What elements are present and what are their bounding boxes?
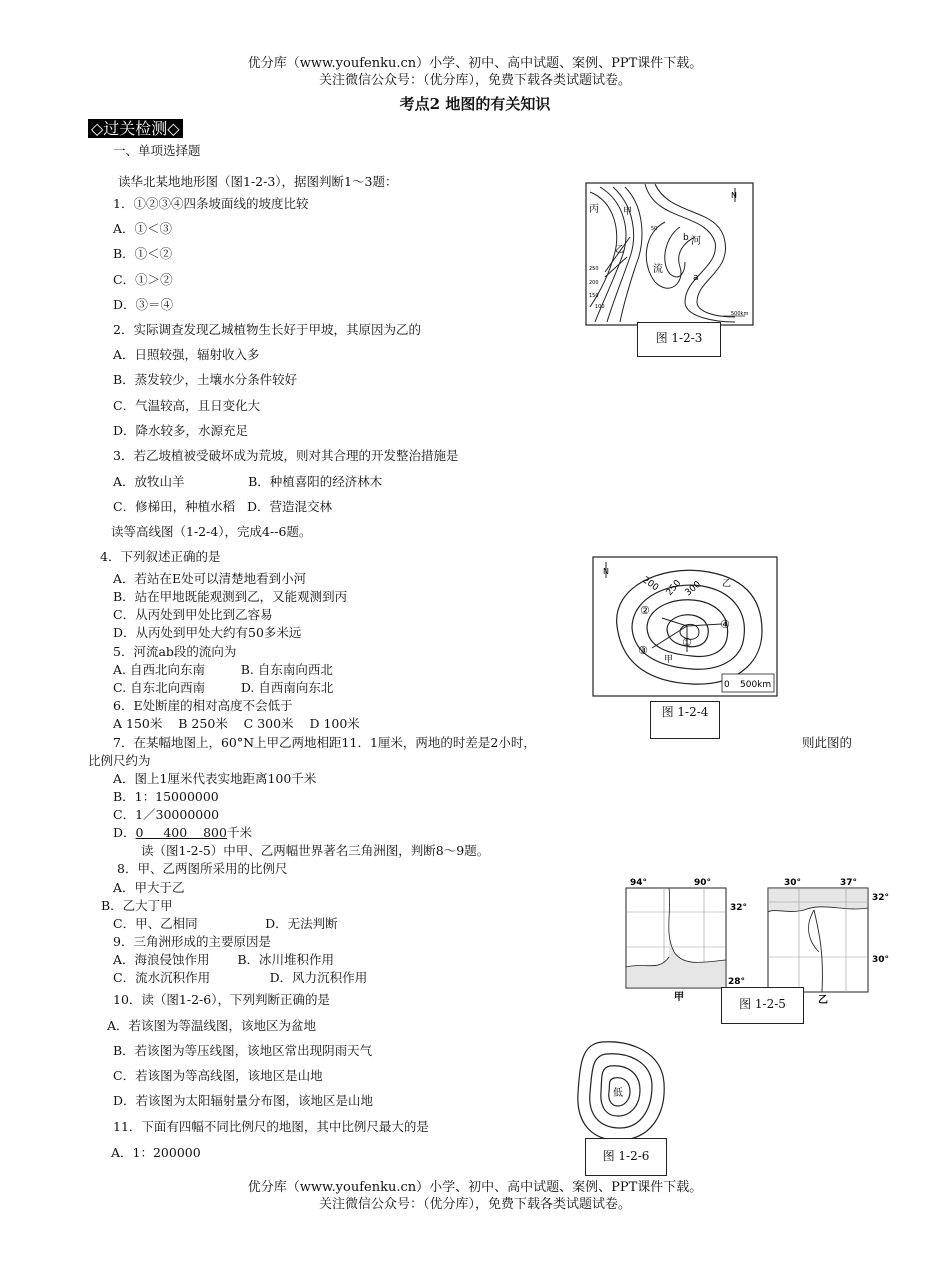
q2-option-b: B．蒸发较少，土壤水分条件较好	[113, 372, 298, 387]
q8-option-b: B．乙大丁甲	[101, 898, 173, 913]
fig124-point-1: ①	[682, 636, 692, 649]
footer-line-1: 优分库（www.youfenku.cn）小学、初中、高中试题、案例、PPT课件下载。	[247, 1180, 703, 1195]
intro-2: 读等高线图（1-2-4），完成4--6题。	[111, 524, 312, 539]
q4-option-c: C．从丙处到甲处比到乙容易	[113, 607, 273, 622]
intro-1: 读华北某地地形图（图1-2-3），据图判断1～3题：	[118, 174, 398, 189]
fig125-lon-37: 37°	[840, 878, 858, 888]
figure-1-2-3-caption: 图 1-2-3	[637, 322, 721, 357]
question-9: 9．三角洲形成的主要原因是	[113, 934, 271, 949]
fig124-north: N	[603, 567, 609, 576]
q7-option-c: C．1／30000000	[113, 807, 220, 822]
header-line-1: 优分库（www.youfenku.cn）小学、初中、高中试题、案例、PPT课件下载。	[247, 56, 703, 71]
figure-1-2-4	[592, 556, 778, 698]
question-7-tail: 则此图的	[802, 735, 853, 750]
fig124-contour-300: 300	[683, 579, 704, 599]
scale-bar-text: 0 400 800	[135, 825, 227, 840]
q3-options-cd: C．修梯田，种植水稻 D．营造混交林	[113, 499, 333, 514]
q9-options-ab: A．海浪侵蚀作用 B．冰川堆积作用	[113, 952, 335, 967]
question-8: 8．甲、乙两图所采用的比例尺	[117, 861, 288, 876]
fig125-lon-90: 90°	[694, 878, 712, 888]
q7-option-d: D．0 400 800千米	[113, 825, 252, 840]
fig123-north: N	[731, 191, 737, 200]
q3-options-ab: A．放牧山羊 B．种植喜阳的经济林木	[113, 474, 383, 489]
section-badge: ◇过关检测◇	[88, 116, 183, 139]
question-3: 3．若乙坡植被受破坏成为荒坡，则对其合理的开发整治措施是	[113, 448, 459, 463]
q10-option-c: C．若该图为等高线图，该地区是山地	[113, 1068, 323, 1083]
q2-option-a: A．日照较强，辐射收入多	[113, 347, 260, 362]
q5-options-ab: A. 自西北向东南 B. 自东南向西北	[113, 662, 333, 677]
intro-3: 读（图1-2-5）中甲、乙两幅世界著名三角洲图，判断8～9题。	[141, 843, 490, 858]
fig123-label-he: 河	[691, 236, 701, 247]
figure-1-2-3	[585, 182, 755, 328]
fig124-label-jia: 甲	[664, 655, 674, 665]
question-7: 7．在某幅地图上，60°N上甲乙两地相距11．1厘米，两地的时差是2小时，	[113, 735, 536, 750]
header-line-2: 关注微信公众号：（优分库），免费下载各类试题试卷。	[318, 73, 631, 88]
q2-option-c: C．气温较高，且日变化大	[113, 398, 261, 413]
q8-options-cd: C．甲、乙相同 D．无法判断	[113, 916, 338, 931]
fig123-contour-100: 100	[595, 304, 605, 310]
question-1: 1．①②③④四条坡面线的坡度比较	[113, 196, 309, 211]
q1-option-b: B．①＜②	[113, 246, 173, 261]
q8-option-a: A．甲大于乙	[113, 880, 185, 895]
fig125-label-yi: 乙	[818, 995, 828, 1004]
fig123-label-a: a	[693, 273, 699, 283]
fig125-lat-32b: 32°	[872, 893, 890, 903]
fig123-contour-50: 50	[651, 226, 658, 232]
q7-option-a: A．图上1厘米代表实地距离100千米	[113, 771, 317, 786]
fig124-scale-zero: 0	[724, 680, 730, 690]
q1-option-a: A．①＜③	[113, 221, 173, 236]
question-2: 2．实际调查发现乙城植物生长好于甲坡，其原因为乙的	[113, 322, 421, 337]
fig123-contour-250: 250	[589, 266, 599, 272]
q4-option-b: B．站在甲地既能观测到乙，又能观测到丙	[113, 589, 348, 604]
fig123-label-b: b	[683, 233, 689, 243]
q9-options-cd: C．流水沉积作用 D．风力沉积作用	[113, 970, 368, 985]
fig125-label-jia: 甲	[674, 992, 684, 1003]
fig123-label-liu: 流	[653, 264, 663, 275]
q4-option-a: A．若站在E处可以清楚地看到小河	[113, 571, 307, 586]
question-6: 6．E处断崖的相对高度不会低于	[113, 698, 293, 713]
question-11: 11．下面有四幅不同比例尺的地图，其中比例尺最大的是	[113, 1119, 429, 1134]
figure-1-2-4-caption: 图 1-2-4	[650, 701, 720, 739]
fig124-label-yi: 乙	[722, 579, 732, 589]
question-10: 10．读（图1-2-6），下列判断正确的是	[113, 992, 330, 1007]
figure-1-2-5-caption: 图 1-2-5	[721, 987, 804, 1024]
fig125-lat-28: 28°	[728, 977, 746, 987]
fig124-point-4: ④	[720, 618, 730, 631]
figure-1-2-6	[572, 1038, 672, 1144]
q2-option-d: D．降水较多，水源充足	[113, 423, 249, 438]
fig125-lat-30: 30°	[872, 955, 890, 965]
q6-options: A 150米 B 250米 C 300米 D 100米	[113, 716, 360, 731]
fig123-label-bing: 丙	[589, 204, 599, 215]
q1-option-d: D．③＝④	[113, 297, 174, 312]
fig125-lon-94: 94°	[630, 878, 648, 888]
fig126-label-low: 低	[613, 1088, 623, 1099]
q10-option-d: D．若该图为太阳辐射量分布图，该地区是山地	[113, 1093, 374, 1108]
fig123-label-yi: 乙	[615, 245, 625, 255]
q11-option-a: A．1：200000	[111, 1145, 201, 1160]
page-title: 考点2 地图的有关知识	[399, 95, 551, 113]
fig124-point-2: ②	[640, 604, 650, 617]
section-heading: 一、单项选择题	[113, 143, 201, 158]
fig124-point-3: ③	[638, 644, 648, 657]
question-5: 5．河流ab段的流向为	[113, 644, 237, 659]
figure-1-2-5	[614, 872, 894, 1004]
fig123-scale: 500km	[731, 311, 749, 317]
fig123-contour-150: 150	[589, 293, 599, 299]
fig124-scale: 500km	[740, 680, 772, 690]
q10-option-b: B．若该图为等压线图，该地区常出现阴雨天气	[113, 1043, 373, 1058]
question-4: 4．下列叙述正确的是	[100, 549, 221, 564]
fig124-contour-250: 250	[664, 578, 684, 598]
q1-option-c: C．①＞②	[113, 272, 173, 287]
q5-options-cd: C. 自东北向西南 D. 自西南向东北	[113, 680, 334, 695]
fig124-contour-200: 200	[640, 575, 661, 594]
q10-option-a: A．若该图为等温线图，该地区为盆地	[107, 1018, 317, 1033]
figure-1-2-6-caption: 图 1-2-6	[585, 1138, 667, 1176]
fig123-contour-200: 200	[589, 280, 599, 286]
fig125-lon-30: 30°	[784, 878, 802, 888]
fig125-lat-32a: 32°	[730, 903, 748, 913]
q7-option-b: B．1：15000000	[113, 789, 219, 804]
fig123-label-jia: 甲	[623, 207, 633, 217]
footer-line-2: 关注微信公众号：（优分库），免费下载各类试题试卷。	[318, 1197, 631, 1212]
q4-option-d: D．从丙处到甲处大约有50多米远	[113, 625, 302, 640]
question-7-cont: 比例尺约为	[88, 753, 151, 768]
